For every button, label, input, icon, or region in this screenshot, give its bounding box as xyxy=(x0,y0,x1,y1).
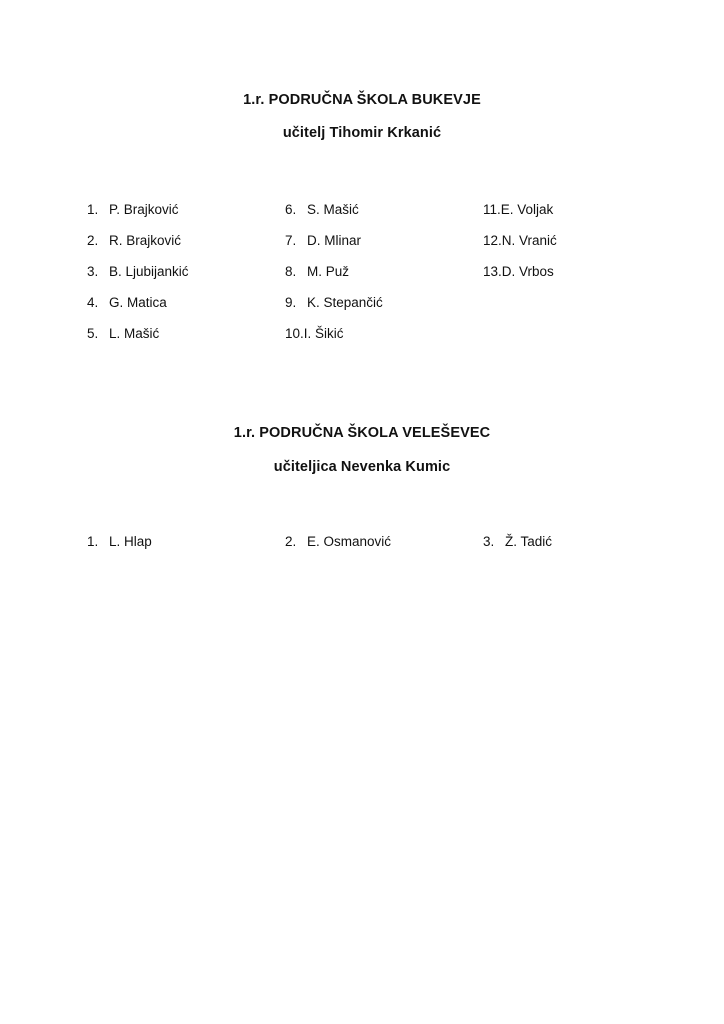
student-list-column-3 xyxy=(483,533,552,564)
item-number: 1. xyxy=(87,534,99,549)
student-name: N. Vranić xyxy=(501,233,557,248)
list-item xyxy=(285,263,383,294)
student-name: K. Stepančić xyxy=(307,295,383,310)
item-number: 2. xyxy=(87,233,99,248)
section-title: 1.r. PODRUČNA ŠKOLA BUKEVJE xyxy=(243,92,481,108)
student-name: S. Mašić xyxy=(307,202,359,217)
list-item xyxy=(483,263,557,294)
student-name: D. Mlinar xyxy=(307,233,362,248)
item-number: 5. xyxy=(87,326,99,341)
item-number: 13. xyxy=(483,264,502,279)
student-name: P. Brajković xyxy=(109,202,179,217)
list-item xyxy=(87,533,152,564)
section-title: 1.r. PODRUČNA ŠKOLA VELEŠEVEC xyxy=(233,425,491,441)
student-list-column-2 xyxy=(285,201,383,356)
list-item xyxy=(87,232,189,263)
student-name: G. Matica xyxy=(109,295,167,310)
list-item xyxy=(285,232,383,263)
student-name: L. Hlap xyxy=(109,534,152,549)
teacher-name: učiteljica Nevenka Kumic xyxy=(273,459,451,475)
student-name: B. Ljubijankić xyxy=(109,264,189,279)
list-item xyxy=(483,533,552,564)
student-name: M. Puž xyxy=(307,264,350,279)
list-item xyxy=(87,263,189,294)
list-item xyxy=(285,325,383,356)
item-number: 3. xyxy=(87,264,99,279)
student-name: R. Brajković xyxy=(109,233,182,248)
teacher-name: učitelj Tihomir Krkanić xyxy=(282,125,442,141)
item-number: 12. xyxy=(483,233,502,248)
list-item xyxy=(87,294,189,325)
student-list-column-2 xyxy=(285,533,391,564)
student-name: Ž. Tadić xyxy=(505,534,553,549)
item-number: 7. xyxy=(285,233,297,248)
student-name: L. Mašić xyxy=(109,326,160,341)
item-number: 6. xyxy=(285,202,297,217)
list-item xyxy=(285,294,383,325)
student-name: E. Osmanović xyxy=(307,534,392,549)
student-name: D. Vrbos xyxy=(501,264,554,279)
item-number: 9. xyxy=(285,295,297,310)
list-item xyxy=(483,232,557,263)
item-number: 10. xyxy=(285,326,304,341)
student-name: E. Voljak xyxy=(500,202,554,217)
item-number: 1. xyxy=(87,202,99,217)
student-name: I. Šikić xyxy=(303,326,344,341)
list-item xyxy=(87,325,189,356)
list-item xyxy=(285,201,383,232)
student-list-column-3 xyxy=(483,201,557,294)
item-number: 3. xyxy=(483,534,495,549)
item-number: 8. xyxy=(285,264,297,279)
item-number: 11. xyxy=(483,202,501,217)
student-list-column-1 xyxy=(87,201,189,356)
list-item xyxy=(483,201,557,232)
list-item xyxy=(285,533,391,564)
list-item xyxy=(87,201,189,232)
item-number: 4. xyxy=(87,295,99,310)
student-list-column-1 xyxy=(87,533,152,564)
item-number: 2. xyxy=(285,534,297,549)
